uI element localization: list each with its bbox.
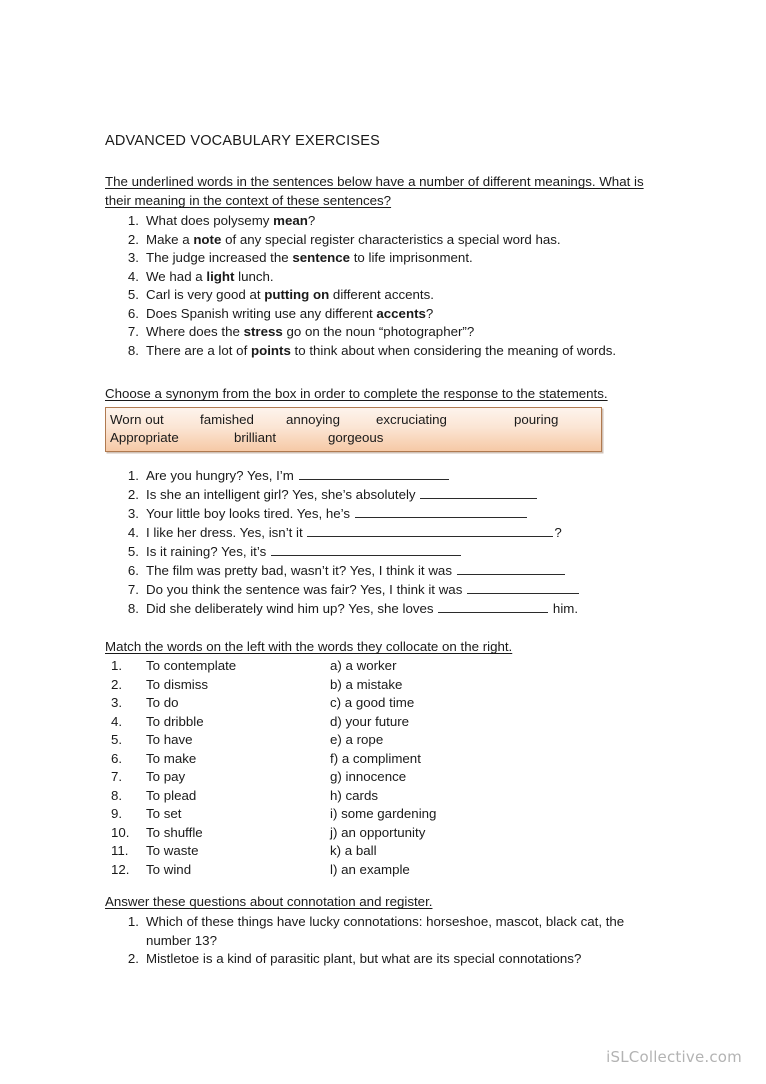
- list-item: [105, 561, 665, 580]
- match-left-item[interactable]: To set: [146, 806, 182, 822]
- list-item: [105, 323, 665, 342]
- match-right-item[interactable]: k) a ball: [330, 843, 377, 859]
- list-item-number: 4.: [127, 268, 139, 284]
- list-item-number: 5.: [111, 732, 123, 748]
- list-item-text: Does Spanish writing use any different: [146, 305, 377, 321]
- list-item-text: Make a: [146, 231, 194, 247]
- list-item-text: Where does the: [146, 324, 244, 340]
- list-item: [105, 950, 665, 969]
- answer-blank[interactable]: [457, 561, 565, 575]
- word-box-item: Appropriate: [110, 430, 179, 446]
- match-right-item[interactable]: f) a compliment: [330, 750, 421, 766]
- section-4-list: [105, 913, 665, 969]
- table-row: [105, 713, 665, 732]
- answer-blank[interactable]: [307, 523, 553, 537]
- word-box-item: excruciating: [376, 412, 447, 428]
- match-right-item[interactable]: a) a worker: [330, 658, 397, 674]
- table-row: [105, 750, 665, 769]
- list-item: [105, 542, 665, 561]
- list-item: [105, 504, 665, 523]
- list-item-number: 12.: [111, 861, 130, 877]
- keyword-bold: mean: [273, 213, 308, 229]
- list-item-text-tail: ?: [554, 525, 562, 541]
- list-item-text: Is she an intelligent girl? Yes, she’s absolutely: [146, 487, 420, 503]
- list-item-text: I like her dress. Yes, isn’t it: [146, 525, 307, 541]
- list-item: [105, 286, 665, 305]
- table-row: [105, 731, 665, 750]
- match-right-item[interactable]: l) an example: [330, 861, 410, 877]
- list-item-text-tail: to life imprisonment.: [350, 250, 473, 266]
- keyword-bold: points: [250, 342, 291, 358]
- list-item-text-tail: ?: [425, 305, 434, 321]
- list-item-text-tail: of any special register characteristics a special word has.: [221, 231, 561, 247]
- page-title: ADVANCED VOCABULARY EXERCISES: [105, 133, 380, 149]
- list-item-number: 2.: [127, 951, 139, 967]
- list-item: [105, 231, 665, 250]
- spacer: [105, 360, 665, 384]
- word-box-row-2: [106, 429, 601, 447]
- list-item-text: The film was pretty bad, wasn’t it? Yes, I think it was: [146, 563, 456, 579]
- list-item-number: 7.: [127, 324, 139, 340]
- synonym-word-box: [105, 407, 602, 452]
- keyword-bold: accents: [376, 305, 426, 321]
- list-item: [105, 249, 665, 268]
- list-item-number: 1.: [127, 914, 139, 930]
- match-left-item[interactable]: To dismiss: [146, 676, 209, 692]
- table-row: [105, 657, 665, 676]
- match-left-item[interactable]: To shuffle: [146, 824, 203, 840]
- section-2-heading: Choose a synonym from the box in order to complete the response to the statements.: [105, 386, 608, 402]
- list-item: [105, 599, 665, 618]
- list-item-number: 3.: [127, 506, 139, 522]
- list-item-text: Are you hungry? Yes, I’m: [146, 468, 298, 484]
- table-row: [105, 861, 665, 880]
- list-item-text: We had a: [146, 268, 207, 284]
- keyword-bold: sentence: [292, 250, 351, 266]
- list-item: [105, 913, 665, 950]
- list-item-number: 2.: [111, 676, 123, 692]
- list-item-number: 7.: [127, 582, 139, 598]
- list-item: [105, 342, 665, 361]
- match-right-item[interactable]: d) your future: [330, 713, 410, 729]
- list-item-number: 1.: [127, 468, 139, 484]
- list-item-number: 2.: [127, 487, 139, 503]
- list-item-text-tail: lunch.: [234, 268, 274, 284]
- match-right-item[interactable]: h) cards: [330, 787, 379, 803]
- section-1-list: [105, 212, 665, 360]
- islcollective-watermark: iSLCollective.com: [606, 1048, 742, 1066]
- table-row: [105, 694, 665, 713]
- section-2-list: [105, 466, 665, 618]
- match-right-item[interactable]: b) a mistake: [330, 676, 403, 692]
- table-row: [105, 824, 665, 843]
- list-item-text-tail: him.: [549, 601, 579, 617]
- list-item-number: 3.: [127, 250, 139, 266]
- list-item-text-tail: to think about when considering the meaning of words.: [290, 342, 617, 358]
- match-left-item[interactable]: To pay: [146, 769, 186, 785]
- table-row: [105, 676, 665, 695]
- keyword-bold: stress: [243, 324, 283, 340]
- match-right-item[interactable]: i) some gardening: [330, 806, 437, 822]
- match-left-item[interactable]: To contemplate: [146, 658, 237, 674]
- list-item-text: The judge increased the: [146, 250, 293, 266]
- word-box-row-1: [106, 411, 601, 429]
- list-item-number: 8.: [127, 601, 139, 617]
- list-item: [105, 268, 665, 287]
- list-item-number: 6.: [127, 305, 139, 321]
- table-row: [105, 787, 665, 806]
- list-item-text: Your little boy looks tired. Yes, he’s: [146, 506, 354, 522]
- list-item-number: 1.: [127, 213, 139, 229]
- match-right-item[interactable]: e) a rope: [330, 732, 384, 748]
- match-left-item[interactable]: To dribble: [146, 713, 204, 729]
- word-box-item: Worn out: [110, 412, 164, 428]
- match-right-item[interactable]: c) a good time: [330, 695, 415, 711]
- word-box-item: famished: [200, 412, 254, 428]
- list-item-text: What does polysemy: [146, 213, 274, 229]
- answer-blank[interactable]: [438, 599, 548, 613]
- list-item-number: 5.: [127, 544, 139, 560]
- list-item-number: 3.: [111, 695, 123, 711]
- spacer: [105, 879, 665, 892]
- match-left-item[interactable]: To plead: [146, 787, 197, 803]
- match-left-item[interactable]: To make: [146, 750, 197, 766]
- word-box-item: gorgeous: [328, 430, 384, 446]
- match-right-item[interactable]: g) innocence: [330, 769, 407, 785]
- list-item-text-tail: different accents.: [329, 287, 434, 303]
- keyword-bold: note: [193, 231, 222, 247]
- keyword-bold: light: [206, 268, 235, 284]
- list-item-number: 8.: [111, 787, 123, 803]
- list-item-text: Mistletoe is a kind of parasitic plant, but what are its special connotations?: [146, 951, 582, 967]
- list-item-number: 6.: [127, 563, 139, 579]
- list-item-number: 7.: [111, 769, 123, 785]
- match-left-item[interactable]: To have: [146, 732, 193, 748]
- keyword-bold: putting on: [264, 287, 330, 303]
- list-item-number: 4.: [127, 525, 139, 541]
- list-item-number: 4.: [111, 713, 123, 729]
- match-left-item[interactable]: To waste: [146, 843, 199, 859]
- answer-blank[interactable]: [271, 542, 461, 556]
- list-item: [105, 523, 665, 542]
- list-item: [105, 212, 665, 231]
- table-row: [105, 842, 665, 861]
- list-item-number: 10.: [111, 824, 130, 840]
- spacer: [105, 618, 665, 637]
- list-item-number: 9.: [111, 806, 123, 822]
- match-left-item[interactable]: To wind: [146, 861, 192, 877]
- list-item: [105, 305, 665, 324]
- section-1-heading: The underlined words in the sentences below have a number of different meanings. What is their meaning in the context of these sentences?: [105, 174, 644, 209]
- list-item-number: 8.: [127, 342, 139, 358]
- list-item-text: Is it raining? Yes, it’s: [146, 544, 270, 560]
- answer-blank[interactable]: [299, 466, 449, 480]
- answer-blank[interactable]: [355, 504, 527, 518]
- list-item: [105, 485, 665, 504]
- list-item-number: 5.: [127, 287, 139, 303]
- list-item-text: Which of these things have lucky connotations: horseshoe, mascot, black cat, the number 13?: [146, 914, 625, 948]
- word-box-item: brilliant: [234, 430, 277, 446]
- table-row: [105, 805, 665, 824]
- list-item-text-tail: go on the noun “photographer”?: [282, 324, 475, 340]
- list-item-number: 6.: [111, 750, 123, 766]
- section-3-heading: Match the words on the left with the words they collocate on the right.: [105, 639, 513, 655]
- answer-blank[interactable]: [467, 580, 579, 594]
- table-row: [105, 768, 665, 787]
- match-left-item[interactable]: To do: [146, 695, 179, 711]
- list-item-text: Carl is very good at: [146, 287, 265, 303]
- answer-blank[interactable]: [420, 485, 537, 499]
- matching-list: [105, 657, 665, 879]
- worksheet-content: [105, 133, 665, 969]
- list-item-text: Did she deliberately wind him up? Yes, she loves: [146, 601, 438, 617]
- section-4-heading: Answer these questions about connotation and register.: [105, 894, 433, 910]
- list-item-number: 11.: [111, 843, 129, 859]
- list-item: [105, 466, 665, 485]
- list-item: [105, 580, 665, 599]
- word-box-item: annoying: [286, 412, 340, 428]
- match-right-item[interactable]: j) an opportunity: [330, 824, 426, 840]
- word-box-item: pouring: [514, 412, 559, 428]
- list-item-number: 1.: [111, 658, 123, 674]
- list-item-number: 2.: [127, 231, 139, 247]
- list-item-text: Do you think the sentence was fair? Yes, I think it was: [146, 582, 467, 598]
- list-item-text: There are a lot of: [146, 342, 251, 358]
- list-item-text-tail: ?: [307, 213, 316, 229]
